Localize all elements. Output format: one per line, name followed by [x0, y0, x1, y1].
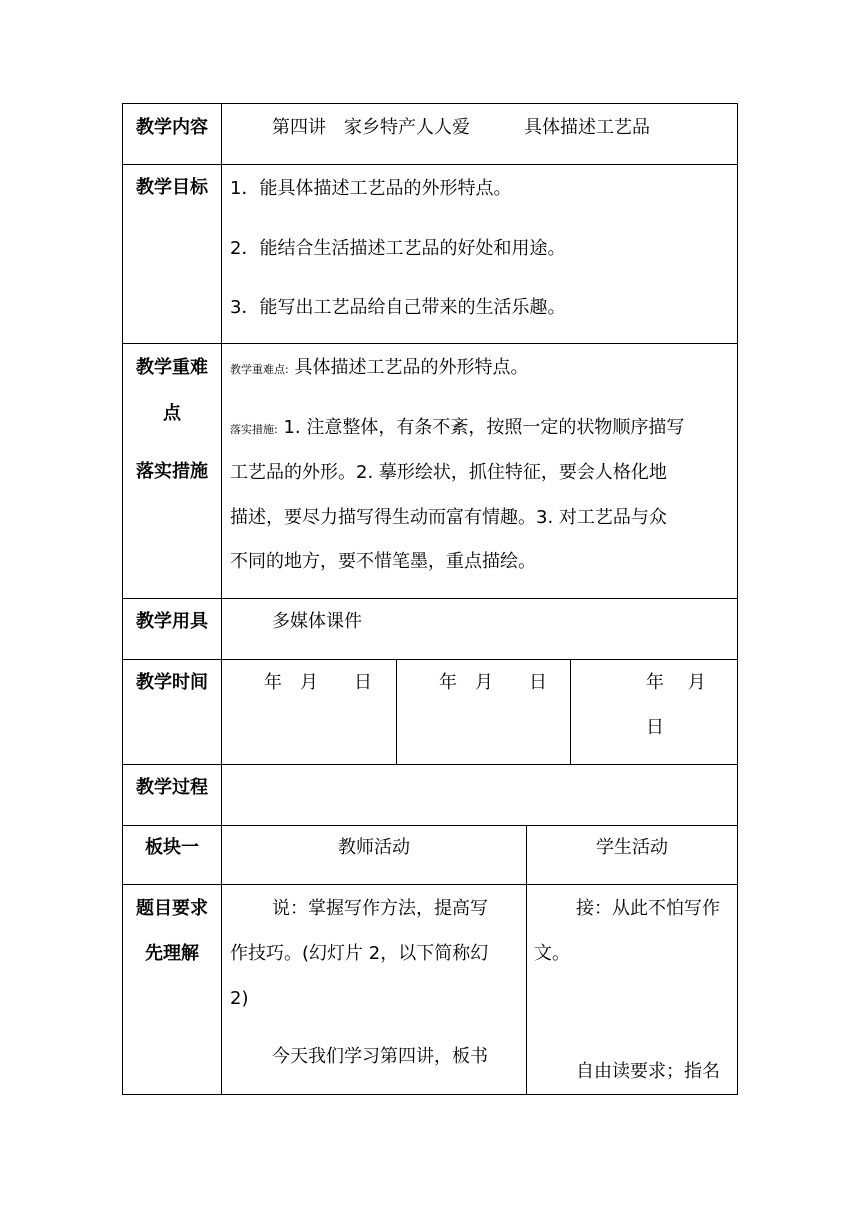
teacher-activity-line: 说：掌握写作方法，提高写 — [272, 898, 488, 919]
student-activity-line: 接：从此不怕写作 — [576, 898, 720, 919]
measures-line: 工艺品的外形。2. 摹形绘状，抓住特征，要会人格化地 — [230, 462, 667, 483]
row-divider — [122, 164, 738, 165]
teacher-activity-line: 2) — [230, 988, 249, 1009]
time-slot-3-line1: 年 月 — [646, 672, 706, 693]
lesson-title: 第四讲 家乡特产人人爱 — [272, 117, 470, 138]
measures-prefix: 落实措施: — [230, 423, 278, 436]
time-slot-3-line2: 日 — [646, 717, 664, 738]
row-divider — [122, 884, 738, 885]
label-process: 教学过程 — [136, 777, 208, 798]
row-divider — [122, 598, 738, 599]
label-goals: 教学目标 — [136, 177, 208, 198]
time-slot-2: 年 月 日 — [439, 672, 547, 693]
time-column-divider — [396, 659, 397, 764]
label-key-points-2: 点 — [163, 403, 181, 424]
label-measures: 落实措施 — [136, 461, 208, 482]
goal-item: 1．能具体描述工艺品的外形特点。 — [230, 178, 512, 199]
label-block: 板块一 — [145, 837, 199, 858]
student-activity-line: 文。 — [534, 943, 570, 964]
measures-line: 描述，要尽力描写得生动而富有情趣。3. 对工艺品与众 — [230, 507, 667, 528]
row-divider — [122, 659, 738, 660]
row-divider — [122, 343, 738, 344]
student-activity-header: 学生活动 — [596, 837, 668, 858]
time-column-divider — [570, 659, 571, 764]
tools-value: 多媒体课件 — [272, 611, 362, 632]
teacher-activity-line: 今天我们学习第四讲，板书 — [272, 1046, 488, 1067]
activity-column-divider — [526, 825, 527, 1095]
label-tools: 教学用具 — [136, 611, 208, 632]
teacher-activity-line: 作技巧。(幻灯片 2，以下简称幻 — [230, 943, 489, 964]
difficulty-prefix: 教学重难点: — [230, 363, 289, 376]
label-column-divider — [221, 103, 222, 1095]
time-slot-1: 年 月 日 — [264, 672, 372, 693]
measures-line — [230, 416, 684, 442]
difficulty-line — [230, 356, 528, 382]
difficulty-text: 具体描述工艺品的外形特点。 — [294, 357, 529, 378]
label-task-1: 题目要求 — [136, 898, 208, 919]
row-divider — [122, 764, 738, 765]
teacher-activity-header: 教师活动 — [338, 837, 410, 858]
label-time: 教学时间 — [136, 672, 208, 693]
label-key-points-1: 教学重难 — [136, 357, 208, 378]
lesson-subtitle: 具体描述工艺品 — [524, 117, 650, 138]
student-activity-line: 自由读要求；指名 — [576, 1061, 720, 1082]
label-task-2: 先理解 — [145, 943, 199, 964]
goal-item: 3．能写出工艺品给自己带来的生活乐趣。 — [230, 297, 566, 318]
measures-text: 1. 注意整体，有条不紊，按照一定的状物顺序描写 — [283, 417, 685, 438]
label-content: 教学内容 — [136, 117, 208, 138]
goal-item: 2．能结合生活描述工艺品的好处和用途。 — [230, 238, 566, 259]
row-divider — [122, 825, 738, 826]
measures-line: 不同的地方，要不惜笔墨，重点描绘。 — [230, 551, 536, 572]
